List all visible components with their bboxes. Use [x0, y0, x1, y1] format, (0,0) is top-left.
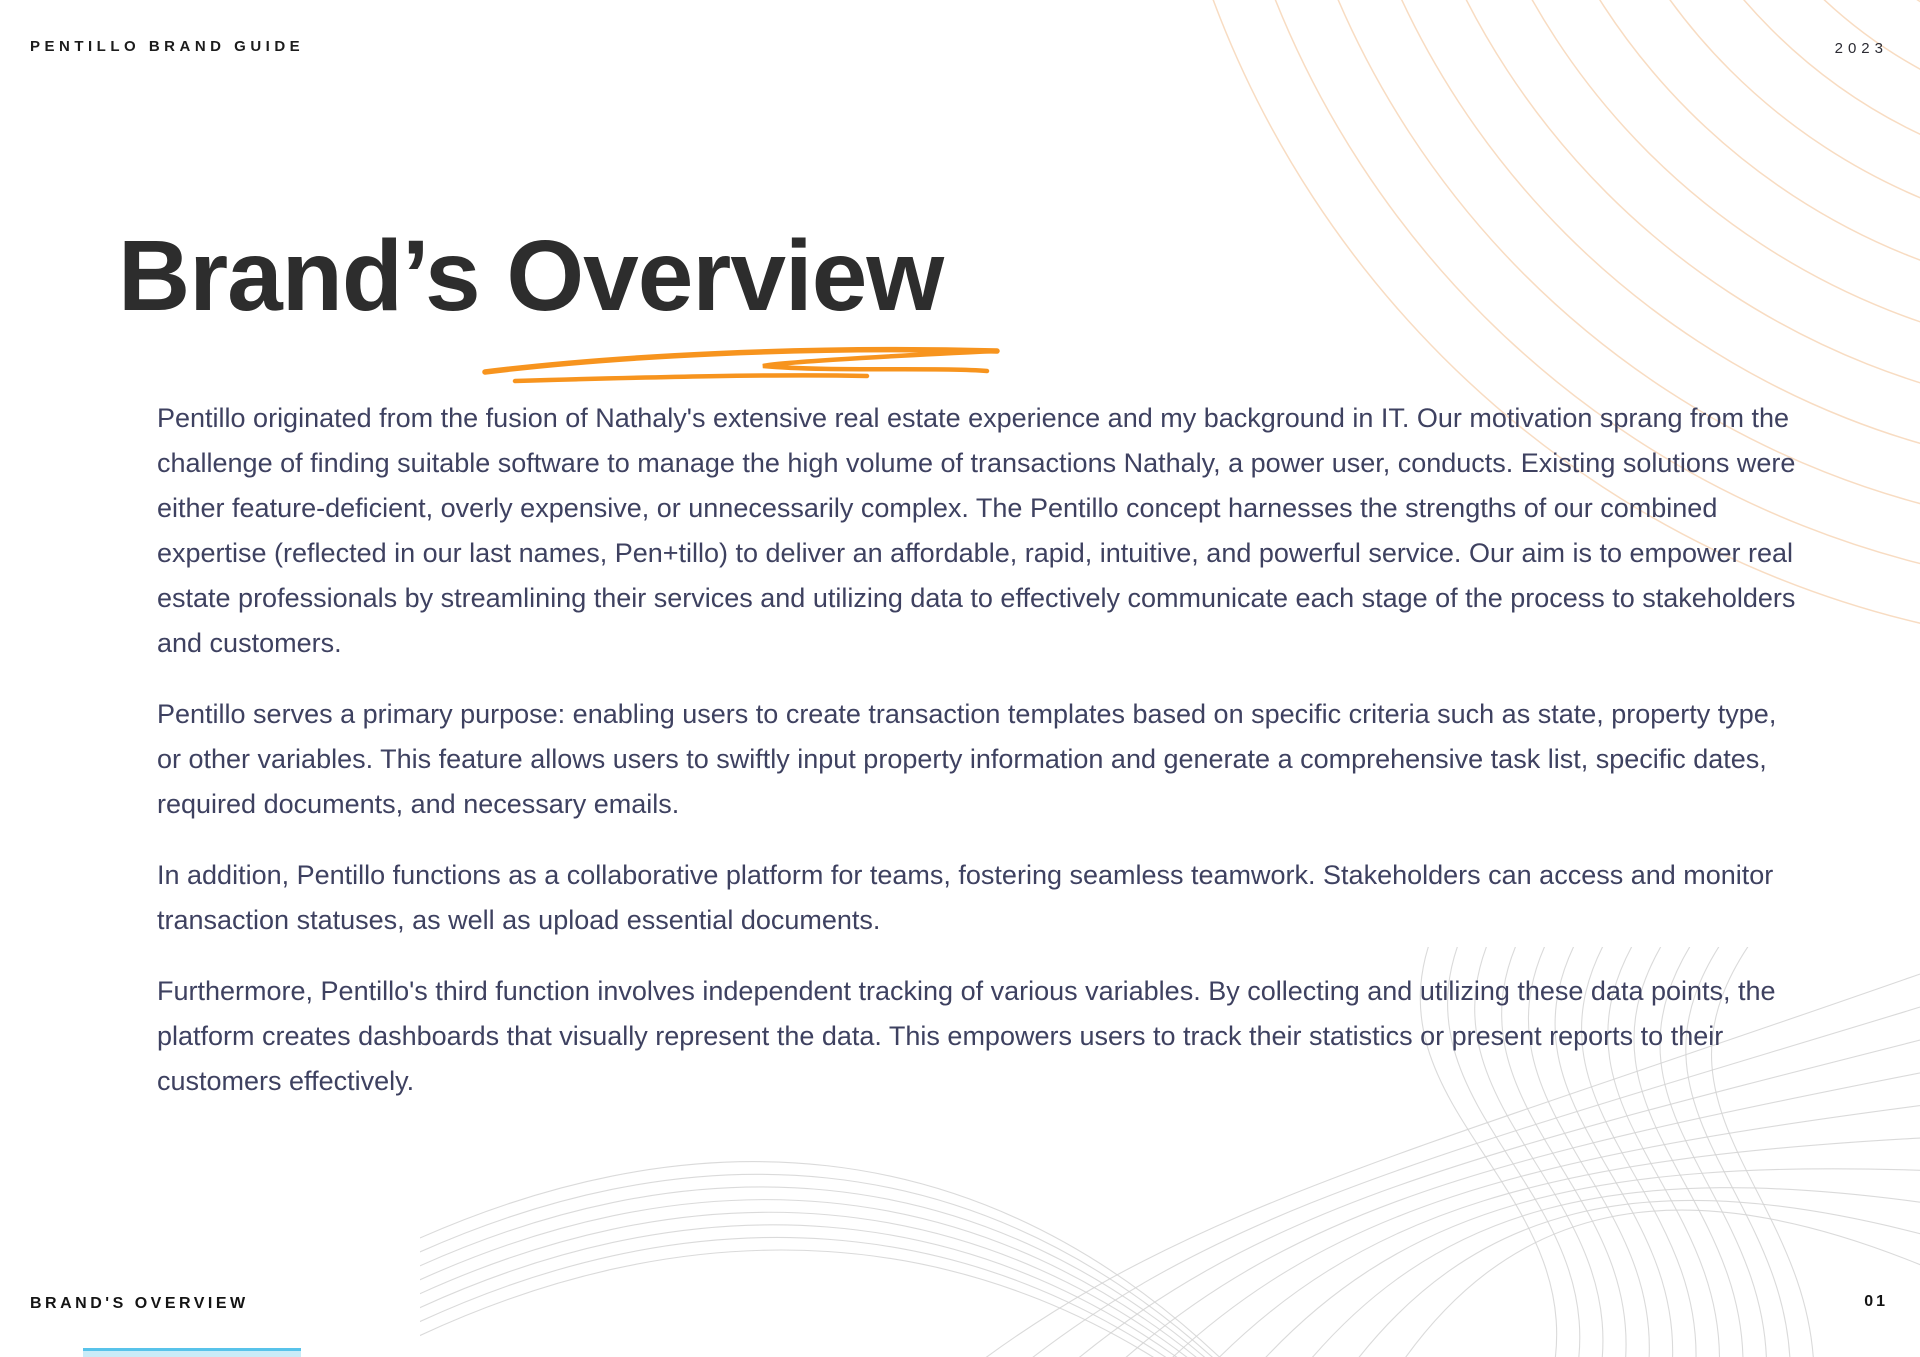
page-title: Brand’s Overview	[118, 220, 944, 332]
paragraph-primary-purpose: Pentillo serves a primary purpose: enabling users to create transaction templates based on specific criteria such as state, property type, or other variables. This feature allows users to swiftly input property information and generate a comprehensive task list, specific dates, required documents, and necessary emails.	[157, 699, 1777, 819]
body-copy	[157, 396, 1797, 1130]
paragraph-origin: Pentillo originated from the fusion of Nathaly's extensive real estate experience and my background in IT. Our motivation sprang from the challenge of finding suitable software to manage the high volume of transactions Nathaly, a power user, conducts. Existing solutions were either feature-deficient, overly expensive, or unnecessarily complex. The Pentillo concept harnesses the strengths of our combined expertise (reflected in our last names, Pen+tillo) to deliver an affordable, rapid, intuitive, and powerful service. Our aim is to empower real estate professionals by streamlining their services and utilizing data to effectively communicate each stage of the process to stakeholders and customers.	[157, 403, 1796, 658]
paragraph-collaboration: In addition, Pentillo functions as a collaborative platform for teams, fostering seamless teamwork. Stakeholders can access and monitor transaction statuses, as well as upload essential documents.	[157, 860, 1774, 935]
paragraph-tracking: Furthermore, Pentillo's third function involves independent tracking of various variables. By collecting and utilizing these data points, the platform creates dashboards that visually represent the data. This empowers users to track their statistics or present reports to their customers effectively.	[157, 976, 1776, 1096]
footer-section-label: BRAND'S OVERVIEW	[30, 1295, 249, 1312]
orange-scribble-underline-icon	[475, 336, 1015, 388]
brand-guide-label: PENTILLO BRAND GUIDE	[30, 38, 305, 55]
page-number: 01	[1864, 1293, 1888, 1310]
year-label: 2023	[1834, 40, 1888, 57]
teal-accent-bar	[83, 1348, 301, 1357]
